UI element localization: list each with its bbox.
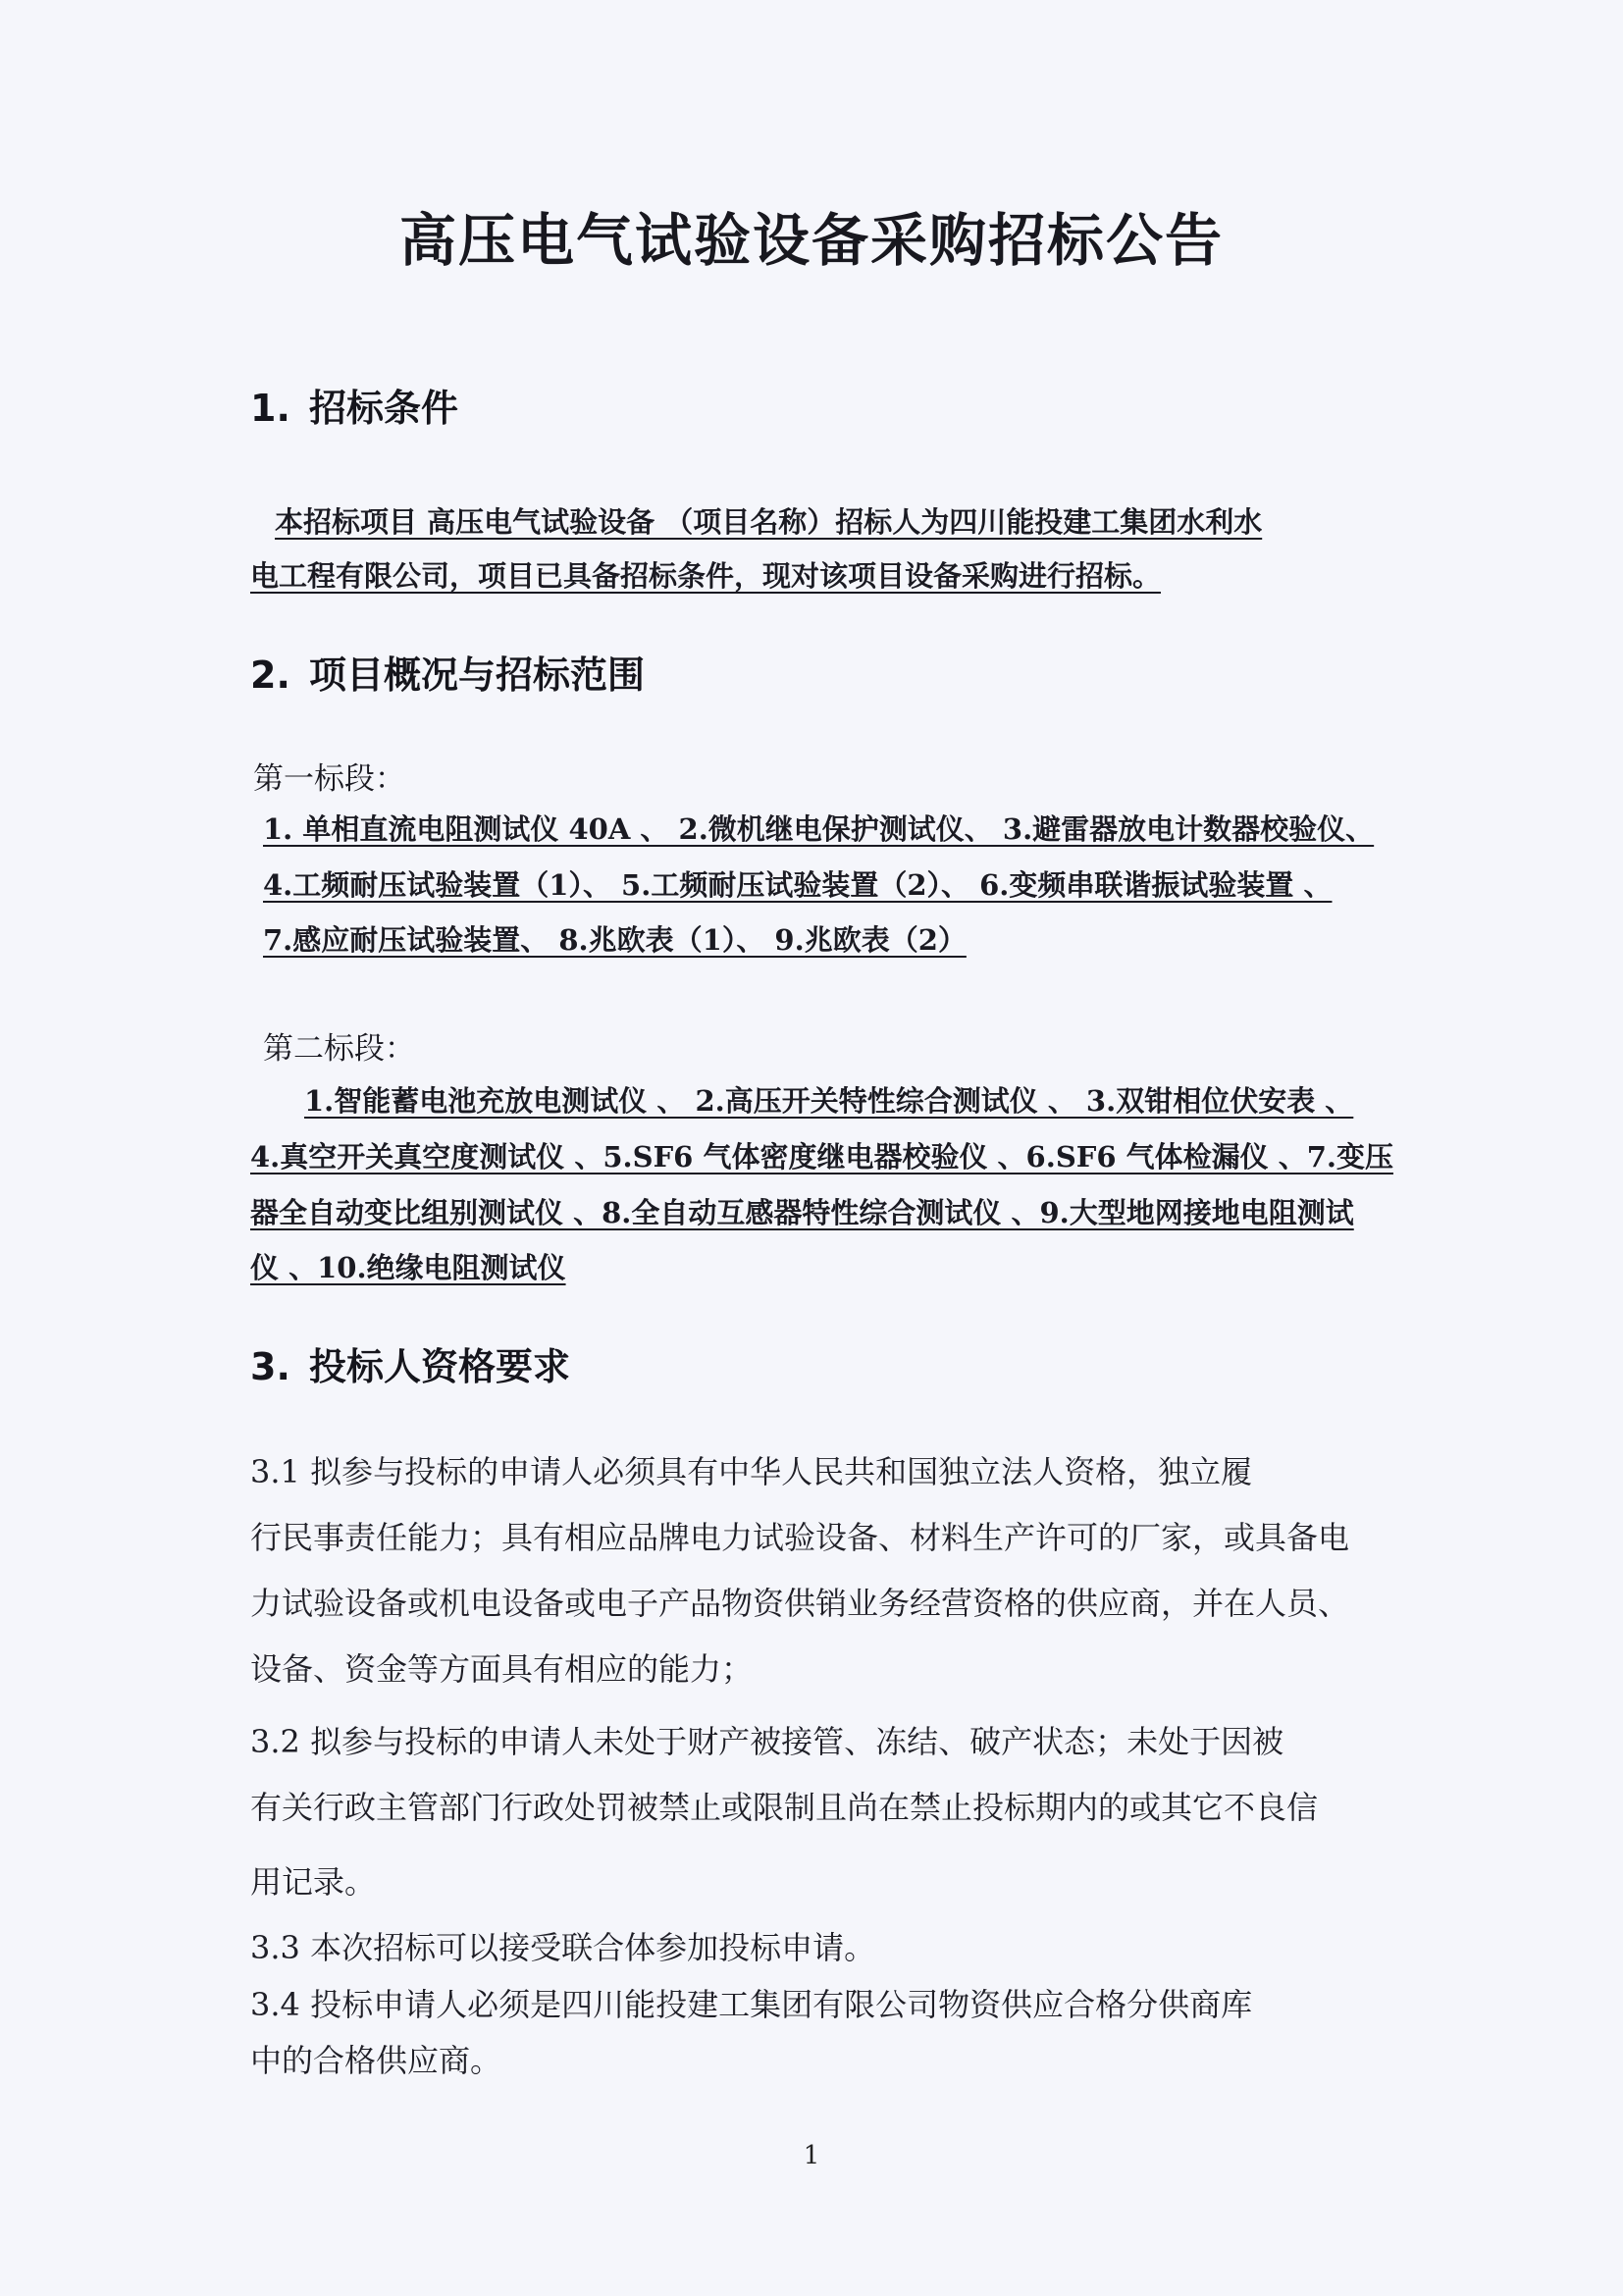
lot-2-item-line: 器全自动变比组别测试仪 、8.全自动互感器特性综合测试仪 、9.大型地网接地电阻测试 [250, 1196, 1354, 1229]
lot-1-item-line: 1. 单相直流电阻测试仪 40A 、 2.微机继电保护测试仪、 3.避雷器放电计数器校验仪、 [263, 812, 1375, 846]
section-3-body-line: 有关行政主管部门行政处罚被禁止或限制且尚在禁止投标期内的或其它不良信 [250, 1789, 1319, 1826]
section-2-heading [250, 645, 645, 699]
section-3-heading [250, 1336, 570, 1390]
section-3-body-line: 3.2 拟参与投标的申请人未处于财产被接管、冻结、破产状态；未处于因被 [250, 1723, 1284, 1760]
lot-2-label: 第二标段： [263, 1031, 415, 1067]
page-title: 高压电气试验设备采购招标公告 [398, 207, 1224, 274]
section-3-body-line: 设备、资金等方面具有相应的能力； [250, 1650, 754, 1688]
section-1-line: 电工程有限公司，项目已具备招标条件，现对该项目设备采购进行招标。 [250, 559, 1162, 593]
section-3-body-line: 3.1 拟参与投标的申请人必须具有中华人民共和国独立法人资格，独立履 [250, 1453, 1253, 1490]
lot-2-item-line: 1.智能蓄电池充放电测试仪 、 2.高压开关特性综合测试仪 、 3.双钳相位伏安表 、 [304, 1084, 1354, 1118]
lot-2-item-line: 仪 、10.绝缘电阻测试仪 [250, 1251, 566, 1284]
lot-2-item-line: 4.真空开关真空度测试仪 、5.SF6 气体密度继电器校验仪 、6.SF6 气体检漏仪 、7.变压 [250, 1140, 1393, 1174]
section-3-body-line: 行民事责任能力；具有相应品牌电力试验设备、材料生产许可的厂家，或具备电 [250, 1519, 1350, 1556]
section-3-body-line: 3.4 投标申请人必须是四川能投建工集团有限公司物资供应合格分供商库 [250, 1986, 1253, 2023]
section-3-title: 投标人资格要求 [309, 1345, 571, 1388]
section-3-body-line: 力试验设备或机电设备或电子产品物资供销业务经营资格的供应商，并在人员、 [250, 1585, 1350, 1622]
section-2-number: 2. [250, 653, 290, 697]
section-1-line: 本招标项目 高压电气试验设备 （项目名称）招标人为四川能投建工集团水利水 [275, 505, 1263, 539]
section-1-number: 1. [250, 387, 290, 430]
section-3-body-line: 3.3 本次招标可以接受联合体参加投标申请。 [250, 1929, 876, 1966]
section-1-title: 招标条件 [309, 387, 459, 430]
section-2-title: 项目概况与招标范围 [309, 653, 646, 697]
section-3-number: 3. [250, 1345, 290, 1388]
page-number: 1 [803, 2141, 820, 2170]
lot-1-label: 第一标段： [253, 761, 405, 797]
section-3-body-line: 用记录。 [250, 1863, 377, 1901]
lot-1-item-line: 4.工频耐压试验装置（1）、 5.工频耐压试验装置（2）、 6.变频串联谐振试验装置 、 [263, 868, 1333, 902]
lot-1-item-line: 7.感应耐压试验装置、 8.兆欧表（1）、 9.兆欧表（2） [263, 923, 967, 957]
section-1-heading [250, 378, 458, 432]
section-3-body-line: 中的合格供应商。 [250, 2042, 502, 2079]
